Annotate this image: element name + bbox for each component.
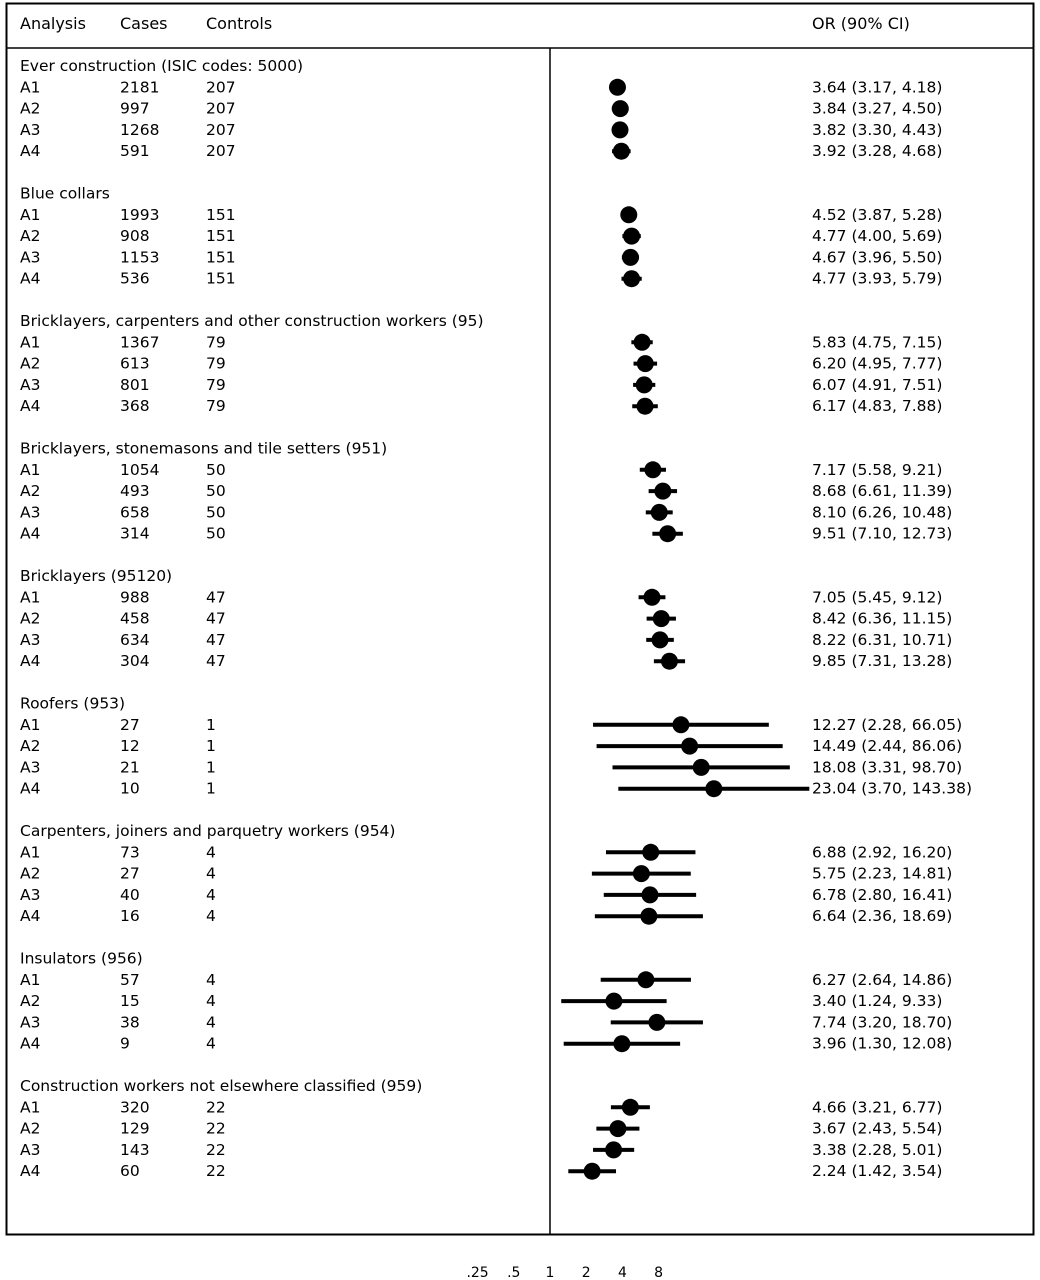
row-or-ci: 9.51 (7.10, 12.73) xyxy=(812,524,953,543)
row-controls: 22 xyxy=(206,1140,226,1159)
row-analysis: A4 xyxy=(20,1034,41,1053)
row-analysis: A3 xyxy=(20,120,41,139)
row-cases: 9 xyxy=(120,1034,130,1053)
row-cases: 1054 xyxy=(120,460,160,479)
or-point xyxy=(643,589,660,606)
row-analysis: A4 xyxy=(20,907,41,926)
row-cases: 997 xyxy=(120,99,150,118)
row-controls: 151 xyxy=(206,205,236,224)
or-point xyxy=(633,865,650,882)
row-cases: 304 xyxy=(120,652,150,671)
group-title: Carpenters, joiners and parquetry workers (954) xyxy=(20,822,396,840)
or-point xyxy=(637,355,654,372)
row-or-ci: 3.67 (2.43, 5.54) xyxy=(812,1119,943,1138)
or-point xyxy=(634,334,651,351)
row-or-ci: 5.75 (2.23, 14.81) xyxy=(812,864,953,883)
or-point xyxy=(605,993,622,1010)
row-controls: 79 xyxy=(206,375,226,394)
row-or-ci: 3.84 (3.27, 4.50) xyxy=(812,99,943,118)
row-cases: 57 xyxy=(120,970,140,989)
group-title: Bricklayers, stonemasons and tile setters (951) xyxy=(20,439,388,458)
row-controls: 50 xyxy=(206,482,226,501)
row-controls: 4 xyxy=(206,1013,216,1032)
or-point xyxy=(611,121,628,138)
x-tick-label: .25 xyxy=(466,1265,489,1280)
row-cases: 16 xyxy=(120,907,140,926)
forest-rows xyxy=(20,57,972,1180)
header-or-ci: OR (90% CI) xyxy=(812,14,910,33)
row-or-ci: 8.10 (6.26, 10.48) xyxy=(812,503,953,522)
row-cases: 143 xyxy=(120,1140,150,1159)
row-analysis: A2 xyxy=(20,992,41,1011)
row-analysis: A2 xyxy=(20,354,41,373)
row-or-ci: 8.42 (6.36, 11.15) xyxy=(812,609,953,628)
row-or-ci: 3.40 (1.24, 9.33) xyxy=(812,992,943,1011)
row-cases: 458 xyxy=(120,609,150,628)
or-point xyxy=(623,270,640,287)
row-cases: 1367 xyxy=(120,333,160,352)
row-controls: 151 xyxy=(206,227,236,246)
row-or-ci: 8.22 (6.31, 10.71) xyxy=(812,630,953,649)
row-cases: 27 xyxy=(120,864,140,883)
row-cases: 1993 xyxy=(120,205,160,224)
or-point xyxy=(612,100,629,117)
x-tick-label: 2 xyxy=(581,1265,591,1280)
row-controls: 22 xyxy=(206,1119,226,1138)
forest-marks xyxy=(550,48,809,1234)
or-point xyxy=(605,1141,622,1158)
or-point xyxy=(672,716,689,733)
row-analysis: A1 xyxy=(20,78,41,97)
or-point xyxy=(640,908,657,925)
row-controls: 47 xyxy=(206,588,226,607)
x-tick-label: 1 xyxy=(545,1265,555,1280)
or-point xyxy=(637,398,654,415)
row-cases: 613 xyxy=(120,354,150,373)
row-cases: 1153 xyxy=(120,248,160,267)
row-analysis: A4 xyxy=(20,1162,41,1181)
row-or-ci: 6.78 (2.80, 16.41) xyxy=(812,885,953,904)
row-controls: 79 xyxy=(206,354,226,373)
row-analysis: A2 xyxy=(20,737,41,756)
row-analysis: A3 xyxy=(20,758,41,777)
x-tick-label: 8 xyxy=(654,1265,664,1280)
row-or-ci: 3.82 (3.30, 4.43) xyxy=(812,120,943,139)
or-point xyxy=(652,631,669,648)
row-or-ci: 4.77 (4.00, 5.69) xyxy=(812,227,943,246)
row-controls: 79 xyxy=(206,333,226,352)
row-or-ci: 7.74 (3.20, 18.70) xyxy=(812,1013,953,1032)
row-or-ci: 14.49 (2.44, 86.06) xyxy=(812,737,963,756)
row-or-ci: 6.27 (2.64, 14.86) xyxy=(812,970,953,989)
row-controls: 47 xyxy=(206,630,226,649)
row-analysis: A1 xyxy=(20,333,41,352)
row-cases: 1268 xyxy=(120,120,160,139)
or-point xyxy=(681,738,698,755)
row-controls: 4 xyxy=(206,992,216,1011)
row-cases: 658 xyxy=(120,503,150,522)
row-cases: 40 xyxy=(120,885,140,904)
or-point xyxy=(622,1099,639,1116)
row-analysis: A1 xyxy=(20,843,41,862)
row-analysis: A3 xyxy=(20,885,41,904)
row-cases: 591 xyxy=(120,142,150,161)
row-cases: 801 xyxy=(120,375,150,394)
row-controls: 1 xyxy=(206,715,216,734)
row-controls: 79 xyxy=(206,397,226,416)
row-or-ci: 18.08 (3.31, 98.70) xyxy=(812,758,963,777)
row-controls: 4 xyxy=(206,843,216,862)
row-cases: 988 xyxy=(120,588,150,607)
or-point xyxy=(642,844,659,861)
row-analysis: A4 xyxy=(20,397,41,416)
row-cases: 15 xyxy=(120,992,140,1011)
row-cases: 368 xyxy=(120,397,150,416)
row-or-ci: 4.77 (3.93, 5.79) xyxy=(812,269,943,288)
or-point xyxy=(636,376,653,393)
header-cases: Cases xyxy=(120,14,168,33)
x-tick-label: 4 xyxy=(617,1265,627,1280)
or-point xyxy=(648,1014,665,1031)
row-controls: 50 xyxy=(206,460,226,479)
row-analysis: A3 xyxy=(20,375,41,394)
group-title: Construction workers not elsewhere classified (959) xyxy=(20,1077,423,1095)
row-cases: 38 xyxy=(120,1013,140,1032)
or-point xyxy=(609,79,626,96)
row-controls: 50 xyxy=(206,524,226,543)
row-controls: 1 xyxy=(206,758,216,777)
row-analysis: A4 xyxy=(20,524,41,543)
row-controls: 151 xyxy=(206,248,236,267)
row-controls: 207 xyxy=(206,142,236,161)
or-point xyxy=(705,780,722,797)
row-controls: 50 xyxy=(206,503,226,522)
row-controls: 47 xyxy=(206,609,226,628)
group-title: Blue collars xyxy=(20,184,110,203)
row-cases: 320 xyxy=(120,1098,150,1117)
row-cases: 12 xyxy=(120,737,140,756)
row-analysis: A2 xyxy=(20,99,41,118)
row-analysis: A1 xyxy=(20,205,41,224)
row-analysis: A4 xyxy=(20,269,41,288)
row-analysis: A1 xyxy=(20,588,41,607)
or-point xyxy=(644,461,661,478)
row-or-ci: 8.68 (6.61, 11.39) xyxy=(812,482,953,501)
or-point xyxy=(622,249,639,266)
or-point xyxy=(584,1163,601,1180)
row-analysis: A1 xyxy=(20,970,41,989)
or-point xyxy=(623,228,640,245)
row-or-ci: 6.64 (2.36, 18.69) xyxy=(812,907,953,926)
group-title: Ever construction (ISIC codes: 5000) xyxy=(20,57,303,75)
row-cases: 536 xyxy=(120,269,150,288)
row-cases: 493 xyxy=(120,482,150,501)
row-analysis: A4 xyxy=(20,779,41,798)
group-title: Roofers (953) xyxy=(20,694,126,713)
row-analysis: A4 xyxy=(20,652,41,671)
row-controls: 4 xyxy=(206,1034,216,1053)
row-analysis: A4 xyxy=(20,142,41,161)
row-cases: 73 xyxy=(120,843,140,862)
row-controls: 207 xyxy=(206,99,236,118)
row-analysis: A3 xyxy=(20,503,41,522)
or-point xyxy=(620,206,637,223)
row-controls: 4 xyxy=(206,864,216,883)
row-controls: 1 xyxy=(206,779,216,798)
row-controls: 22 xyxy=(206,1098,226,1117)
row-analysis: A3 xyxy=(20,248,41,267)
row-or-ci: 4.52 (3.87, 5.28) xyxy=(812,205,943,224)
row-or-ci: 6.20 (4.95, 7.77) xyxy=(812,354,943,373)
row-analysis: A3 xyxy=(20,630,41,649)
row-cases: 634 xyxy=(120,630,150,649)
row-analysis: A3 xyxy=(20,1140,41,1159)
or-point xyxy=(659,525,676,542)
row-or-ci: 4.66 (3.21, 6.77) xyxy=(812,1098,943,1117)
row-cases: 314 xyxy=(120,524,150,543)
row-cases: 908 xyxy=(120,227,150,246)
row-analysis: A2 xyxy=(20,227,41,246)
or-point xyxy=(609,1120,626,1137)
header-controls: Controls xyxy=(206,14,273,33)
row-cases: 129 xyxy=(120,1119,150,1138)
row-analysis: A1 xyxy=(20,1098,41,1117)
row-cases: 21 xyxy=(120,758,140,777)
header-analysis: Analysis xyxy=(20,14,86,33)
row-controls: 151 xyxy=(206,269,236,288)
or-point xyxy=(637,971,654,988)
row-or-ci: 3.38 (2.28, 5.01) xyxy=(812,1140,943,1159)
row-controls: 22 xyxy=(206,1162,226,1181)
row-or-ci: 3.64 (3.17, 4.18) xyxy=(812,78,943,97)
row-analysis: A1 xyxy=(20,715,41,734)
or-point xyxy=(661,653,678,670)
row-analysis: A2 xyxy=(20,482,41,501)
row-or-ci: 6.07 (4.91, 7.51) xyxy=(812,375,943,394)
row-or-ci: 2.24 (1.42, 3.54) xyxy=(812,1162,943,1181)
row-or-ci: 9.85 (7.31, 13.28) xyxy=(812,652,953,671)
or-point xyxy=(613,1035,630,1052)
or-point xyxy=(693,759,710,776)
row-controls: 47 xyxy=(206,652,226,671)
x-tick-label: .5 xyxy=(507,1265,521,1280)
row-cases: 10 xyxy=(120,779,140,798)
row-analysis: A2 xyxy=(20,1119,41,1138)
row-or-ci: 4.67 (3.96, 5.50) xyxy=(812,248,943,267)
row-controls: 4 xyxy=(206,885,216,904)
row-cases: 27 xyxy=(120,715,140,734)
row-controls: 207 xyxy=(206,120,236,139)
row-or-ci: 23.04 (3.70, 143.38) xyxy=(812,779,972,798)
or-point xyxy=(654,483,671,500)
or-point xyxy=(641,886,658,903)
row-analysis: A3 xyxy=(20,1013,41,1032)
group-title: Bricklayers, carpenters and other construction workers (95) xyxy=(20,312,484,330)
row-or-ci: 3.96 (1.30, 12.08) xyxy=(812,1034,953,1053)
row-or-ci: 7.17 (5.58, 9.21) xyxy=(812,460,943,479)
row-controls: 4 xyxy=(206,907,216,926)
row-controls: 207 xyxy=(206,78,236,97)
row-or-ci: 5.83 (4.75, 7.15) xyxy=(812,333,943,352)
row-or-ci: 7.05 (5.45, 9.12) xyxy=(812,588,943,607)
row-analysis: A2 xyxy=(20,864,41,883)
row-or-ci: 6.17 (4.83, 7.88) xyxy=(812,397,943,416)
group-title: Bricklayers (95120) xyxy=(20,567,173,585)
row-analysis: A2 xyxy=(20,609,41,628)
or-point xyxy=(613,143,630,160)
row-or-ci: 12.27 (2.28, 66.05) xyxy=(812,715,963,734)
or-point xyxy=(653,610,670,627)
group-title: Insulators (956) xyxy=(20,949,143,968)
row-controls: 1 xyxy=(206,737,216,756)
or-point xyxy=(651,504,668,521)
row-analysis: A1 xyxy=(20,460,41,479)
x-axis xyxy=(466,1265,663,1280)
row-or-ci: 3.92 (3.28, 4.68) xyxy=(812,142,943,161)
row-controls: 4 xyxy=(206,970,216,989)
row-or-ci: 6.88 (2.92, 16.20) xyxy=(812,843,953,862)
row-cases: 60 xyxy=(120,1162,140,1181)
row-cases: 2181 xyxy=(120,78,160,97)
